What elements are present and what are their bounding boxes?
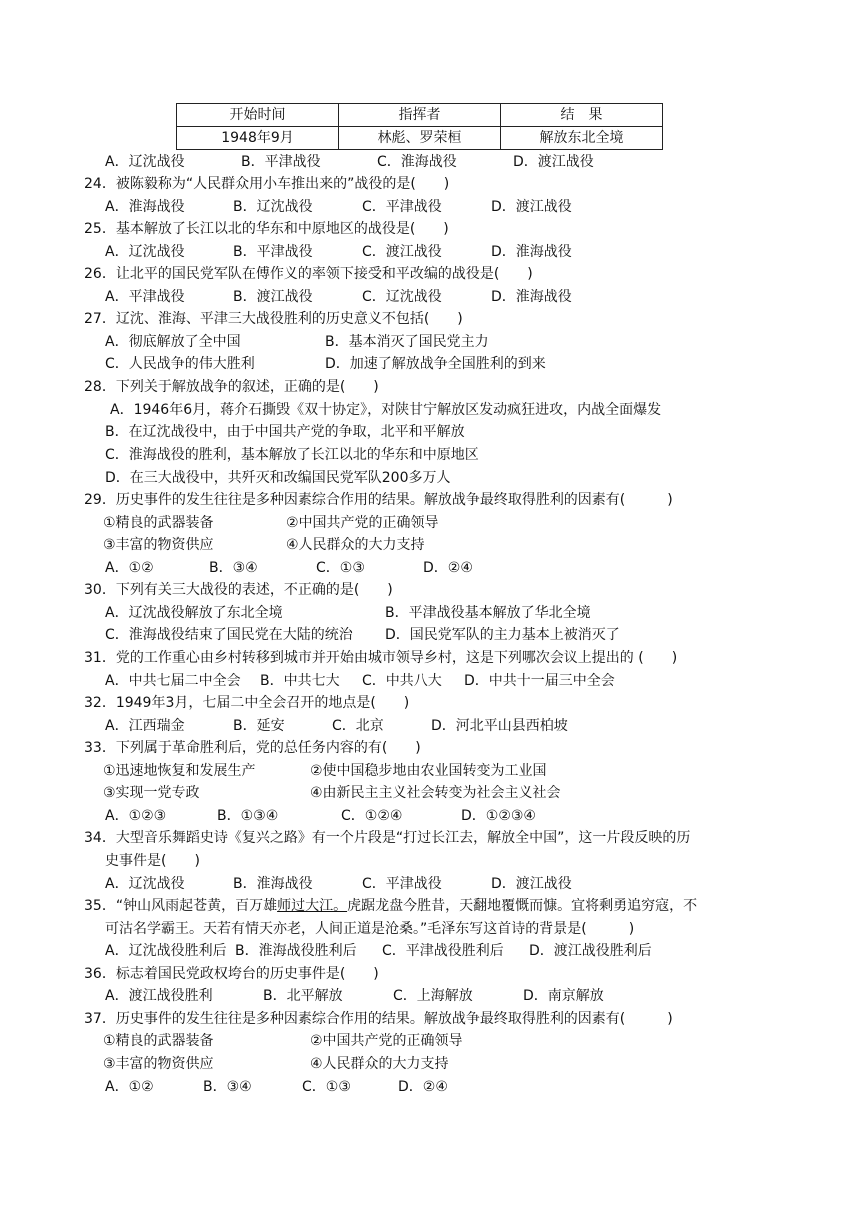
q32-stem: 32．1949年3月，七届二中全会召开的地点是( ) <box>84 695 410 711</box>
q35-option-d: D．渡江战役胜利后 <box>529 943 652 959</box>
q34-stem-line2: 史事件是( ) <box>105 853 200 869</box>
q28-option-b: B．在辽沈战役中，由于中国共产党的争取，北平和平解放 <box>105 424 465 440</box>
q35-stem-underlined: 师过大江。 <box>277 898 348 914</box>
q25-stem: 25．基本解放了长江以北的华东和中原地区的战役是( ) <box>84 221 449 237</box>
q31-option-b: B．中共七大 <box>260 673 340 689</box>
q29-option-b: B．③④ <box>209 560 258 576</box>
q29-item-4: ④人民群众的大力支持 <box>286 537 425 553</box>
q29-option-a: A．①② <box>105 560 154 576</box>
q31-option-d: D．中共十一届三中全会 <box>464 673 615 689</box>
q35-stem-line2: 可沽名学霸王。天若有情天亦老，人间正道是沧桑。”毛泽东写这首诗的背景是( ) <box>105 921 635 937</box>
q27-option-a: A．彻底解放了全中国 <box>105 334 241 350</box>
q35-stem-part2: 虎踞龙盘今胜昔，天翻地覆慨而慷。宜将剩勇追穷寇，不 <box>347 898 698 914</box>
q37-item-1: ①精良的武器装备 <box>103 1033 214 1049</box>
table-cell: 林彪、罗荣桓 <box>339 127 501 150</box>
q35-option-b: B．淮海战役胜利后 <box>235 943 357 959</box>
q36-stem: 36．标志着国民党政权垮台的历史事件是( ) <box>84 966 379 982</box>
q23-option-a: A．辽沈战役 <box>105 154 185 170</box>
q34-option-d: D．渡江战役 <box>491 876 572 892</box>
q27-option-c: C．人民战争的伟大胜利 <box>105 356 255 372</box>
q27-stem: 27．辽沈、淮海、平津三大战役胜利的历史意义不包括( ) <box>84 311 463 327</box>
q29-option-c: C．①③ <box>316 560 365 576</box>
q33-option-c: C．①②④ <box>341 808 403 824</box>
q26-option-a: A．平津战役 <box>105 289 185 305</box>
q24-option-d: D．渡江战役 <box>491 199 572 215</box>
q27-option-d: D．加速了解放战争全国胜利的到来 <box>325 356 546 372</box>
q30-option-b: B．平津战役基本解放了华北全境 <box>385 605 591 621</box>
q29-item-1: ①精良的武器装备 <box>103 515 214 531</box>
q23-option-c: C．淮海战役 <box>377 154 457 170</box>
q25-option-a: A．辽沈战役 <box>105 244 185 260</box>
q30-option-a: A．辽沈战役解放了东北全境 <box>105 605 283 621</box>
q30-stem: 30．下列有关三大战役的表述，不正确的是( ) <box>84 582 393 598</box>
q37-item-4: ④人民群众的大力支持 <box>310 1056 449 1072</box>
q37-option-b: B．③④ <box>203 1079 252 1095</box>
q24-option-c: C．平津战役 <box>362 199 442 215</box>
table-cell: 1948年9月 <box>177 127 339 150</box>
table-cell: 解放东北全境 <box>501 127 663 150</box>
q36-option-a: A．渡江战役胜利 <box>105 988 213 1004</box>
q30-option-d: D．国民党军队的主力基本上被消灭了 <box>385 627 620 643</box>
q37-item-2: ②中国共产党的正确领导 <box>310 1033 463 1049</box>
q26-option-c: C．辽沈战役 <box>362 289 442 305</box>
q30-option-c: C．淮海战役结束了国民党在大陆的统治 <box>105 627 353 643</box>
q36-option-b: B．北平解放 <box>263 988 343 1004</box>
q34-stem-line1: 34．大型音乐舞蹈史诗《复兴之路》有一个片段是“打过长江去，解放全中国”，这一片段反映的历 <box>84 830 691 846</box>
q36-option-d: D．南京解放 <box>523 988 604 1004</box>
q33-item-2: ②使中国稳步地由农业国转变为工业国 <box>310 763 547 779</box>
q32-option-d: D．河北平山县西柏坡 <box>431 718 568 734</box>
q33-item-1: ①迅速地恢复和发展生产 <box>103 763 256 779</box>
q36-option-c: C．上海解放 <box>393 988 473 1004</box>
q37-option-c: C．①③ <box>302 1079 351 1095</box>
q25-option-d: D．淮海战役 <box>491 244 572 260</box>
q33-option-b: B．①③④ <box>217 808 279 824</box>
q37-stem: 37．历史事件的发生往往是多种因素综合作用的结果。解放战争最终取得胜利的因素有( ) <box>84 1011 673 1027</box>
table-row <box>177 127 663 150</box>
q37-option-d: D．②④ <box>398 1079 448 1095</box>
q29-item-2: ②中国共产党的正确领导 <box>286 515 439 531</box>
q35-stem-part1: 35．“钟山风雨起苍黄，百万雄 <box>84 898 278 914</box>
q28-option-a: A．1946年6月，蒋介石撕毁《双十协定》，对陕甘宁解放区发动疯狂进攻，内战全面爆发 <box>110 402 662 418</box>
q32-option-c: C．北京 <box>332 718 384 734</box>
q34-option-b: B．淮海战役 <box>233 876 313 892</box>
q33-item-3: ③实现一党专政 <box>103 785 200 801</box>
q33-stem: 33．下列属于革命胜利后，党的总任务内容的有( ) <box>84 740 421 756</box>
table-header-row <box>177 104 663 127</box>
q31-stem: 31．党的工作重心由乡村转移到城市并开始由城市领导乡村，这是下列哪次会议上提出的 ( ) <box>84 650 678 666</box>
q28-option-d: D．在三大战役中，共歼灭和改编国民党军队200多万人 <box>105 470 451 486</box>
q35-stem-line1 <box>84 895 697 917</box>
q28-stem: 28．下列关于解放战争的叙述，正确的是( ) <box>84 379 379 395</box>
q34-option-a: A．辽沈战役 <box>105 876 185 892</box>
q24-option-b: B．辽沈战役 <box>233 199 313 215</box>
q32-option-b: B．延安 <box>233 718 285 734</box>
q25-option-c: C．渡江战役 <box>362 244 442 260</box>
q32-option-a: A．江西瑞金 <box>105 718 185 734</box>
q29-option-d: D．②④ <box>423 560 473 576</box>
battle-info-table <box>176 103 663 150</box>
q37-option-a: A．①② <box>105 1079 154 1095</box>
q33-option-a: A．①②③ <box>105 808 167 824</box>
q33-item-4: ④由新民主主义社会转变为社会主义社会 <box>310 785 561 801</box>
q27-option-b: B．基本消灭了国民党主力 <box>325 334 489 350</box>
q35-option-a: A．辽沈战役胜利后 <box>105 943 227 959</box>
q31-option-a: A．中共七届二中全会 <box>105 673 241 689</box>
q31-option-c: C．中共八大 <box>362 673 442 689</box>
q23-option-d: D．渡江战役 <box>513 154 594 170</box>
q25-option-b: B．平津战役 <box>233 244 313 260</box>
q24-stem: 24．被陈毅称为“人民群众用小车推出来的”战役的是( ) <box>84 176 450 192</box>
q26-option-d: D．淮海战役 <box>491 289 572 305</box>
q26-stem: 26．让北平的国民党军队在傅作义的率领下接受和平改编的战役是( ) <box>84 266 533 282</box>
q34-option-c: C．平津战役 <box>362 876 442 892</box>
q33-option-d: D．①②③④ <box>461 808 536 824</box>
table-header-cell: 结 果 <box>501 104 663 127</box>
q24-option-a: A．淮海战役 <box>105 199 185 215</box>
q23-option-b: B．平津战役 <box>241 154 321 170</box>
q37-item-3: ③丰富的物资供应 <box>103 1056 214 1072</box>
q28-option-c: C．淮海战役的胜利，基本解放了长江以北的华东和中原地区 <box>105 447 479 463</box>
q29-stem: 29．历史事件的发生往往是多种因素综合作用的结果。解放战争最终取得胜利的因素有( ) <box>84 492 673 508</box>
table-header-cell: 开始时间 <box>177 104 339 127</box>
table-header-cell: 指挥者 <box>339 104 501 127</box>
q26-option-b: B．渡江战役 <box>233 289 313 305</box>
q29-item-3: ③丰富的物资供应 <box>103 537 214 553</box>
q35-option-c: C．平津战役胜利后 <box>382 943 504 959</box>
